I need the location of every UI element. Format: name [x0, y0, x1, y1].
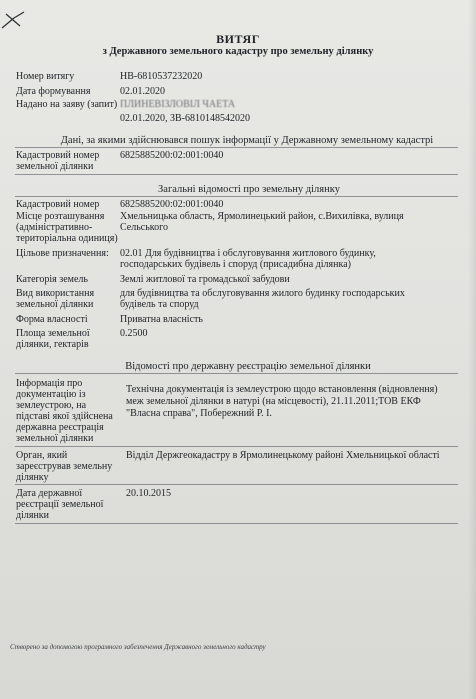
reg-date-label-3: ділянки — [16, 510, 50, 521]
usage-label-2: земельної ділянки — [16, 299, 94, 310]
area-label-1: Площа земельної — [16, 328, 90, 339]
document-subtitle: з Державного земельного кадастру про земельну ділянку — [102, 46, 374, 57]
organ-label-2: зареєстрував земельну — [16, 461, 113, 472]
divider — [15, 196, 458, 197]
organ-value: Відділ Держгеокадастру в Ярмолинецькому районі Хмельницької області — [126, 450, 440, 461]
reg-date-value: 20.10.2015 — [126, 488, 171, 499]
divider — [15, 484, 458, 485]
request-value-line1: ПЛИНЕВІЗЛОВІЛ ЧАЕТА — [120, 99, 236, 110]
request-label: Надано на заяву (запит) — [16, 99, 118, 110]
purpose-value-2: господарських будівель і споруд (присадибна ділянка) — [120, 259, 351, 270]
search-cadastral-value: 6825885200:02:001:0040 — [120, 150, 224, 161]
cadastral-number-label: Кадастровий номер — [16, 199, 100, 210]
registration-section-heading: Відомості про державну реєстрацію земельної ділянки — [125, 361, 371, 372]
formation-date-value: 02.01.2020 — [120, 86, 165, 97]
search-section-heading: Дані, за якими здійснювався пошук інформації у Державному земельному кадастрі — [60, 135, 434, 146]
extract-number-label: Номер витягу — [16, 71, 75, 82]
pen-mark-icon — [0, 10, 26, 32]
doc-value-3: "Власна справа", Побережний Р. І. — [126, 408, 272, 419]
reg-date-label-2: реєстрації земельної — [16, 499, 104, 510]
doc-label-2: документацію із — [16, 389, 86, 400]
extract-number-value: НВ-6810537232020 — [120, 71, 203, 82]
general-section-heading: Загальні відомості про земельну ділянку — [158, 184, 340, 195]
doc-label-1: Інформація про — [16, 378, 83, 389]
location-value-2: Сельського — [120, 222, 168, 233]
doc-label-3: землеустрою, на — [16, 400, 87, 411]
organ-label-1: Орган, який — [16, 450, 68, 461]
area-value: 0.2500 — [120, 328, 148, 339]
request-value-redacted — [120, 99, 235, 110]
page-edge-shadow — [468, 0, 476, 699]
doc-label-6: земельної ділянки — [16, 433, 94, 444]
document-title: ВИТЯГ — [216, 32, 260, 46]
location-value-1: Хмельницька область, Ярмолинецький район, с.Вихилівка, вулиця — [120, 211, 404, 222]
request-value-line2: 02.01.2020, ЗВ-6810148542020 — [120, 113, 251, 124]
formation-date-label: Дата формування — [16, 86, 91, 97]
reg-date-label-1: Дата державної — [16, 488, 83, 499]
usage-value-1: для будівництва та обслуговування жилого будинку господарських — [120, 288, 405, 299]
category-label: Категорія земель — [16, 274, 88, 285]
divider — [15, 174, 458, 175]
area-label-2: ділянки, гектарів — [16, 339, 89, 350]
doc-label-4: підставі якої здійснена — [16, 411, 113, 422]
doc-value-2: меж земельної ділянки в натурі (на місцевості), 21.11.2011;ТОВ ЕКФ — [126, 396, 421, 407]
search-cadastral-label-2: земельної ділянки — [16, 161, 94, 172]
divider — [15, 373, 458, 374]
cadastral-number-value: 6825885200:02:001:0040 — [120, 199, 224, 210]
footer-note: Створено за допомогою програмного забезпечення Державного земельного кадастру — [10, 643, 266, 651]
location-label-1: Місце розташування — [16, 211, 105, 222]
usage-label-1: Вид використання — [16, 288, 95, 299]
location-label-2: (адміністративно- — [16, 222, 93, 233]
divider — [15, 446, 458, 447]
location-label-3: територіальна одиниця) — [16, 233, 118, 244]
usage-value-2: будівель та споруд — [120, 299, 199, 310]
doc-value-1: Технічна документація із землеустрою щодо встановлення (відновлення) — [126, 384, 438, 395]
purpose-value-1: 02.01 Для будівництва і обслуговування житлового будинку, — [120, 248, 376, 259]
purpose-label: Цільове призначення: — [16, 248, 109, 259]
search-cadastral-label-1: Кадастровий номер — [16, 150, 100, 161]
divider — [15, 523, 458, 524]
ownership-label: Форма власності — [16, 314, 88, 325]
ownership-value: Приватна власність — [120, 314, 203, 325]
divider — [15, 147, 458, 148]
category-value: Землі житлової та громадської забудови — [120, 274, 290, 285]
organ-label-3: ділянку — [16, 472, 49, 483]
doc-label-5: державна реєстрація — [16, 422, 104, 433]
